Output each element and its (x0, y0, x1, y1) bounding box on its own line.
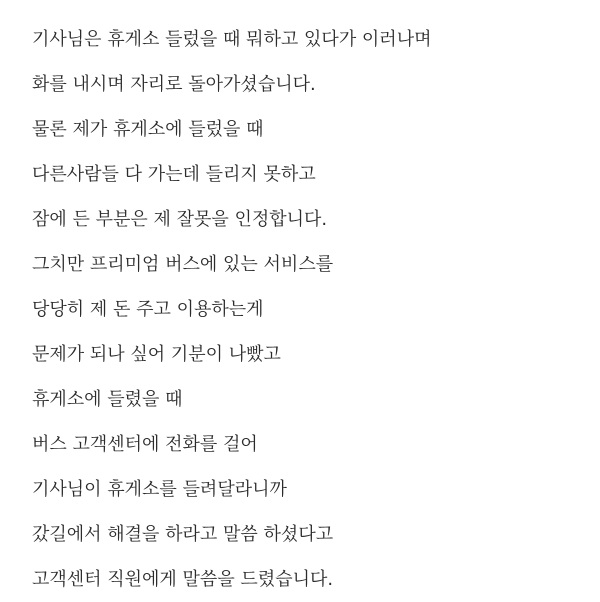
text-line-8: 문제가 되나 싶어 기분이 나빴고 (32, 344, 281, 365)
text-line-11: 기사님이 휴게소를 들려달라니까 (32, 479, 287, 500)
text-line-3: 물론 제가 휴게소에 들렀을 때 (32, 119, 264, 140)
text-line-9: 휴게소에 들렸을 때 (32, 389, 183, 410)
text-line-12: 갔길에서 해결을 하라고 말씀 하셨다고 (32, 524, 334, 545)
text-line-4: 다른사람들 다 가는데 들리지 못하고 (32, 164, 316, 185)
text-line-2: 화를 내시며 자리로 돌아가셨습니다. (32, 74, 316, 95)
text-line-5: 잠에 든 부분은 제 잘못을 인정합니다. (32, 209, 328, 230)
text-line-10: 버스 고객센터에 전화를 걸어 (32, 434, 258, 455)
text-line-13: 고객센터 직원에게 말씀을 드렸습니다. (32, 569, 334, 590)
text-line-6: 그치만 프리미엄 버스에 있는 서비스를 (32, 254, 334, 275)
text-line-1: 기사님은 휴게소 들렀을 때 뭐하고 있다가 이러나며 (32, 29, 432, 50)
document-text-block (32, 17, 588, 602)
text-line-7: 당당히 제 돈 주고 이용하는게 (32, 299, 264, 320)
